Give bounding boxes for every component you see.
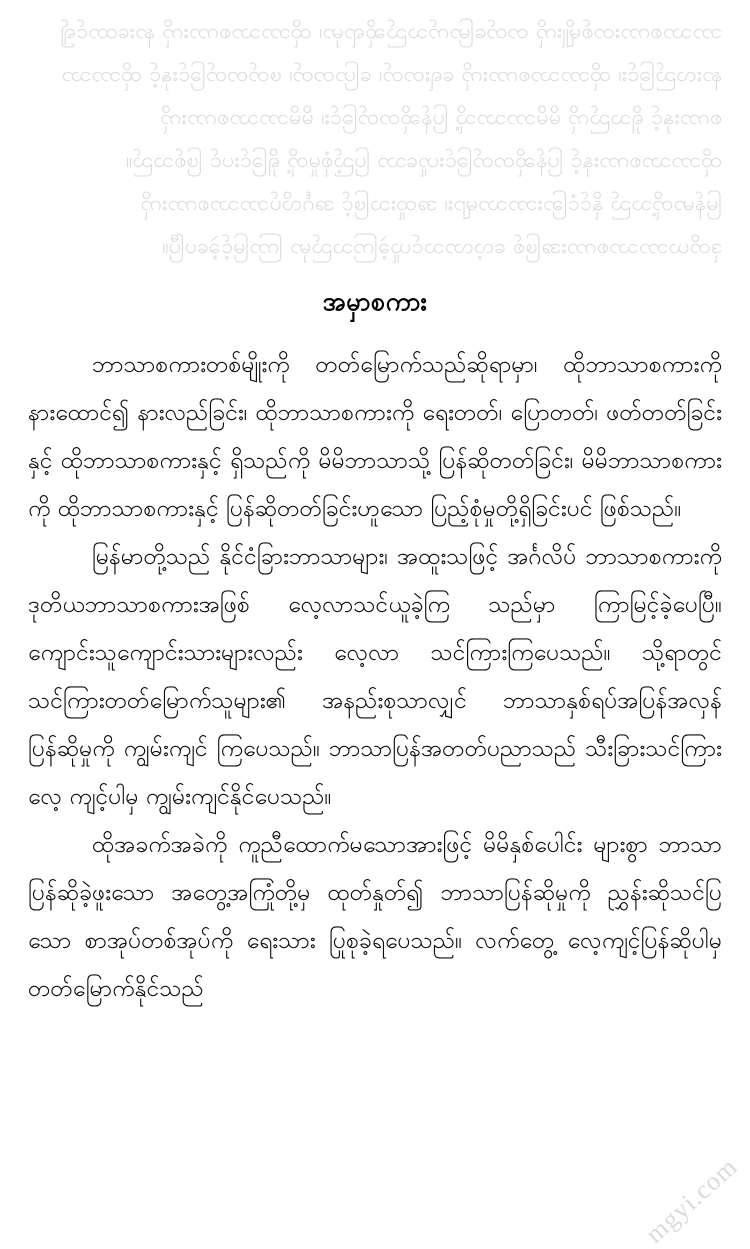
body-text: [28, 341, 722, 1013]
paragraph: ဘာသာစကားတစ်မျိုးကို တတ်မြောက်သည်ဆိုရာမှာ၊ ထိုဘာသာစကားကို နားထောင်၍ နားလည်ခြင်း၊ ထိုဘာသာစကားကို ရေးတတ်၊ ပြောတတ်၊ ဖတ်တတ်ခြင်းနှင့် ထိုဘာသာစကားနှင့် ရှိသည်ကို မိမိဘာသာသို့ ပြန်ဆိုတတ်ခြင်း၊ မိမိဘာသာစကားကို ထိုဘာသာစကားနှင့် ပြန်ဆိုတတ်ခြင်းဟူသော ပြည့်စုံမှုတို့ရှိခြင်းပင် ဖြစ်သည်။: [28, 352, 722, 522]
ghost-line: မြန်မာတို့သည် နိုင်ငံခြားဘာသာများ၊ အထူးသဖြင့် အင်္ဂလိပ်ဘာသာစကားကို: [140, 191, 722, 216]
ghost-line: စကားနှင့် ရှိသည်ကို မိမိဘာသာသို့ ပြန်ဆိုတတ်ခြင်း၊ မိမိဘာသာစကားကို: [159, 105, 722, 130]
paragraph: ထိုအခက်အခဲကို ကူညီထောက်မသောအားဖြင့် မိမိနှစ်ပေါင်း များစွာ ဘာသာပြန်ဆိုခဲ့ဖူးသော အတွေ့အကြုံတို့မှ ထုတ်နှုတ်၍ ဘာသာပြန်ဆိုမှုကို ညွှန်းဆိုသင်ပြသော စာအုပ်တစ်အုပ်ကို ရေးသား ပြုစုခဲ့ရပေသည်။ လက်တွေ့ လေ့ကျင့်ပြန်ဆိုပါမှ တတ်မြောက်နိုင်သည်: [28, 832, 722, 1002]
paragraph: မြန်မာတို့သည် နိုင်ငံခြားဘာသာများ၊ အထူးသဖြင့် အင်္ဂလိပ် ဘာသာစကားကို ဒုတိယဘာသာစကားအဖြစ် လေ့လာသင်ယူခဲ့ကြ သည်မှာ ကြာမြင့်ခဲ့ပေပြီ။ ကျောင်းသူကျောင်းသားများလည်း လေ့လာ သင်ကြားကြပေသည်။ သို့ရာတွင် သင်ကြားတတ်မြောက်သူများ၏ အနည်းစုသာလျှင် ဘာသာနှစ်ရပ်အပြန်အလှန် ပြန်ဆိုမှုကို ကျွမ်းကျင် ကြပေသည်။ ဘာသာပြန်အတတ်ပညာသည် သီးခြားသင်ကြား လေ့ ကျင့်ပါမှ ကျွမ်းကျင်နိုင်ပေသည်။: [28, 544, 722, 810]
ghost-line: ထိုဘာသာစကားနှင့် ပြန်ဆိုတတ်ခြင်းဟူသော ပြည့်စုံမှုတို့ ရှိခြင်းပင် ဖြစ်သည်။: [125, 148, 722, 173]
bleed-through-text: [28, 10, 722, 268]
watermark: mgyi.com: [640, 1151, 744, 1249]
ghost-line: ဒုတိယဘာသာစကားအဖြစ် လေ့လာသင်ယူခဲ့ကြသည်မှာ ကြာမြင့်ခဲ့ပေပြီ။: [161, 234, 722, 259]
page-title: အမှာစကား: [322, 287, 428, 316]
ghost-line: နားလည်ခြင်း၊ ထိုဘာသာစကားကို ရေးတတ်၊ ပြောတတ်၊ ဖတ်တတ်ခြင်းနှင့် ထိုဘာသာ: [61, 62, 722, 87]
ghost-line: ဘာသာစကားတစ်မျိုးကို တတ်မြောက်သည်ဆိုရာမှာ၊ ထိုဘာသာစကားကို နားထောင်၍: [59, 19, 722, 44]
